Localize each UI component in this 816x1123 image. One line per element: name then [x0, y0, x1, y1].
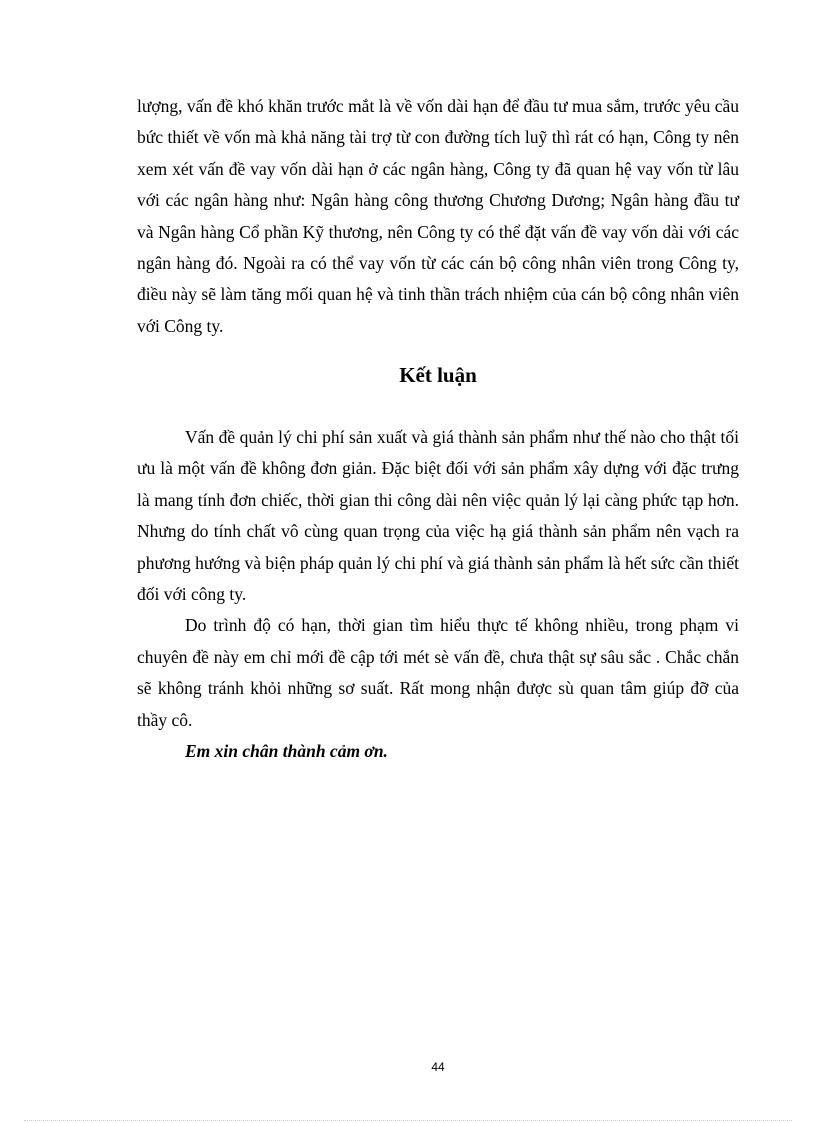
- body-text-block: [137, 91, 739, 342]
- section-heading: Kết luận: [399, 363, 477, 387]
- thanks-line: Em xin chân thành cảm ơn.: [185, 741, 388, 762]
- page-bottom-divider: [24, 1120, 792, 1121]
- conclusion-paragraph-1: Vấn đề quản lý chi phí sản xuất và giá thành sản phẩm như thế nào cho thật tối ưu là một vấn đề không đơn giản. Đặc biệt đối với sản phẩm xây dựng với đặc trưng là mang tính đơn chiếc, thời gian thi công dài nên việc quản lý lại càng phức tạp hơn. Nhưng do tính chất vô cùng quan trọng của việc hạ giá thành sản phẩm nên vạch ra phương hướng và biện pháp quản lý chi phí và giá thành sản phẩm là hết sức cần thiết đối với công ty.: [137, 427, 739, 605]
- conclusion-paragraph-2: Do trình độ có hạn, thời gian tìm hiểu thực tế không nhiều, trong phạm vi chuyên đề này em chỉ mới đề cập tới mét sè vấn đề, chưa thật sự sâu sắc . Chắc chắn sẽ không tránh khỏi những sơ suất. Rất mong nhận được sù quan tâm giúp đỡ của thầy cô.: [137, 615, 739, 730]
- page-number: 44: [431, 1060, 445, 1074]
- conclusion-body: [137, 422, 739, 767]
- paragraph-continuation: lượng, vấn đề khó khăn trước mắt là về vốn dài hạn để đầu tư mua sắm, trước yêu cầu bức thiết về vốn mà khả năng tài trợ từ con đường tích luỹ thì rát có hạn, Công ty nên xem xét vấn đề vay vốn dài hạn ở các ngân hàng, Công ty đã quan hệ vay vốn từ lâu với các ngân hàng như: Ngân hàng công thương Chương Dương; Ngân hàng đầu tư và Ngân hàng Cổ phần Kỹ thương, nên Công ty có thể đặt vấn đề vay vốn dài với các ngân hàng đó. Ngoài ra có thể vay vốn từ các cán bộ công nhân viên trong Công ty, điều này sẽ làm tăng mối quan hệ và tinh thần trách nhiệm của cán bộ công nhân viên với Công ty.: [137, 96, 739, 336]
